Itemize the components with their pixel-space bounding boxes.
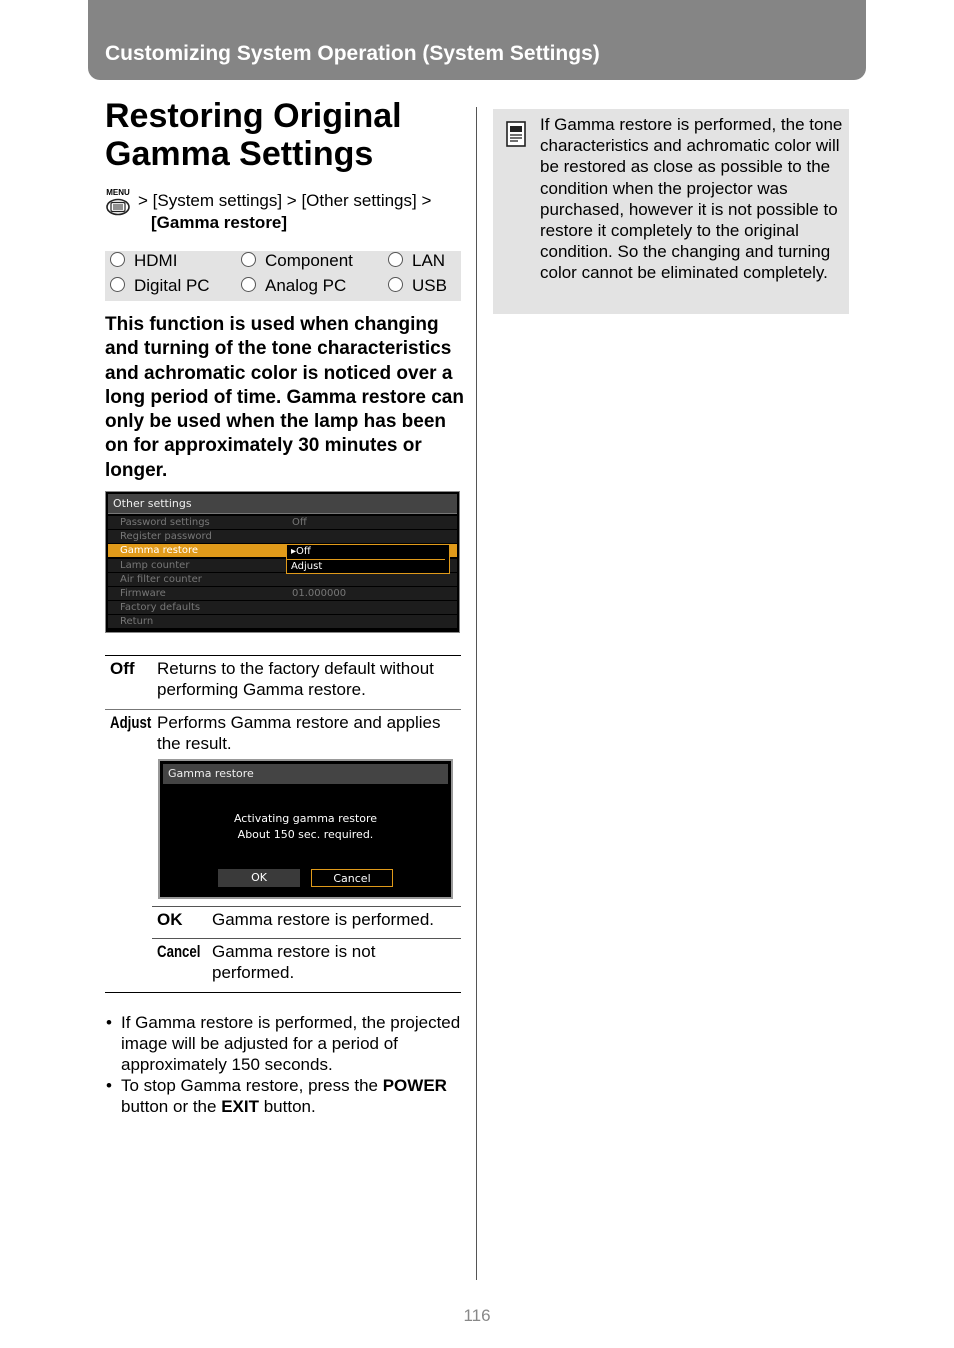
intro-paragraph: This function is used when changing and turning of the tone characteristics and achromatic color is noticed over a long period of time. Gamma restore can only be used when the lamp has been on for approximately 30 minutes or longer. <box>105 314 464 481</box>
section-header-title: Customizing System Operation (System Settings) <box>105 42 600 65</box>
dialog-cancel-button: Cancel <box>311 869 393 887</box>
option-term-off: Off <box>110 659 135 678</box>
column-divider <box>476 107 477 1280</box>
osd-row: Air filter counter <box>108 573 457 586</box>
radio-icon <box>241 277 256 292</box>
dialog-ok-button: OK <box>218 869 300 887</box>
gamma-restore-dialog-screenshot <box>158 759 453 899</box>
dialog-title: Gamma restore <box>163 764 448 784</box>
input-analog-pc: Analog PC <box>241 276 346 296</box>
sub-term-ok: OK <box>157 910 183 929</box>
osd-row: Factory defaults <box>108 601 457 614</box>
table-rule <box>152 938 461 939</box>
osd-row: Password settings Off <box>108 516 457 529</box>
memo-icon <box>506 121 526 147</box>
osd-options-popup: ▸Off Adjust <box>286 544 450 574</box>
osd-row-selected: Gamma restore <box>108 544 457 557</box>
list-item: • To stop Gamma restore, press the POWER button or the EXIT button. <box>105 1075 465 1117</box>
sub-term-cancel: Cancel <box>157 942 201 961</box>
osd-row: Register password <box>108 530 457 543</box>
radio-icon <box>110 277 125 292</box>
input-usb: USB <box>388 276 447 296</box>
sub-desc-ok: Gamma restore is performed. <box>212 910 435 929</box>
input-component: Component <box>241 251 353 271</box>
note-box <box>493 109 849 314</box>
menu-button-icon: MENU <box>105 190 131 216</box>
option-desc-adjust: Performs Gamma restore and applies the result. <box>157 713 441 753</box>
osd-title: Other settings <box>108 494 457 514</box>
notes-list <box>105 1012 465 1117</box>
input-terminals <box>105 251 461 301</box>
note-text: If Gamma restore is performed, the tone characteristics and achromatic color will be restored as close as possible to the condition when the projector was purchased, however it is not possible to restore it completely to the original condition. So the changing and turning color cannot be eliminated completely. <box>540 115 843 283</box>
radio-icon <box>388 277 403 292</box>
table-rule <box>105 709 461 710</box>
table-rule <box>152 906 461 907</box>
page-number: 116 <box>463 1306 491 1325</box>
dialog-message: About 150 sec. required. <box>237 828 374 841</box>
input-lan: LAN <box>388 251 445 271</box>
menu-path: > [System settings] > [Other settings] > [Gamma restore] <box>138 191 432 232</box>
input-digital-pc: Digital PC <box>110 276 210 296</box>
osd-row: Firmware 01.000000 <box>108 587 457 600</box>
dialog-message: Activating gamma restore <box>233 812 378 825</box>
list-item: • If Gamma restore is performed, the projected image will be adjusted for a period of approximately 150 seconds. <box>105 1012 465 1075</box>
section-header <box>88 0 866 80</box>
table-rule <box>105 992 461 993</box>
page-title: Restoring Original Gamma Settings <box>105 97 402 173</box>
radio-icon <box>110 252 125 267</box>
option-desc-off: Returns to the factory default without performing Gamma restore. <box>157 659 434 699</box>
radio-icon <box>241 252 256 267</box>
other-settings-menu-screenshot <box>105 491 460 633</box>
radio-icon <box>388 252 403 267</box>
input-hdmi: HDMI <box>110 251 177 271</box>
osd-row: Lamp counter <box>108 559 457 572</box>
osd-row: Return <box>108 615 457 628</box>
sub-desc-cancel: Gamma restore is not performed. <box>212 942 376 982</box>
table-rule <box>105 655 461 656</box>
option-term-adjust: Adjust <box>110 713 152 732</box>
